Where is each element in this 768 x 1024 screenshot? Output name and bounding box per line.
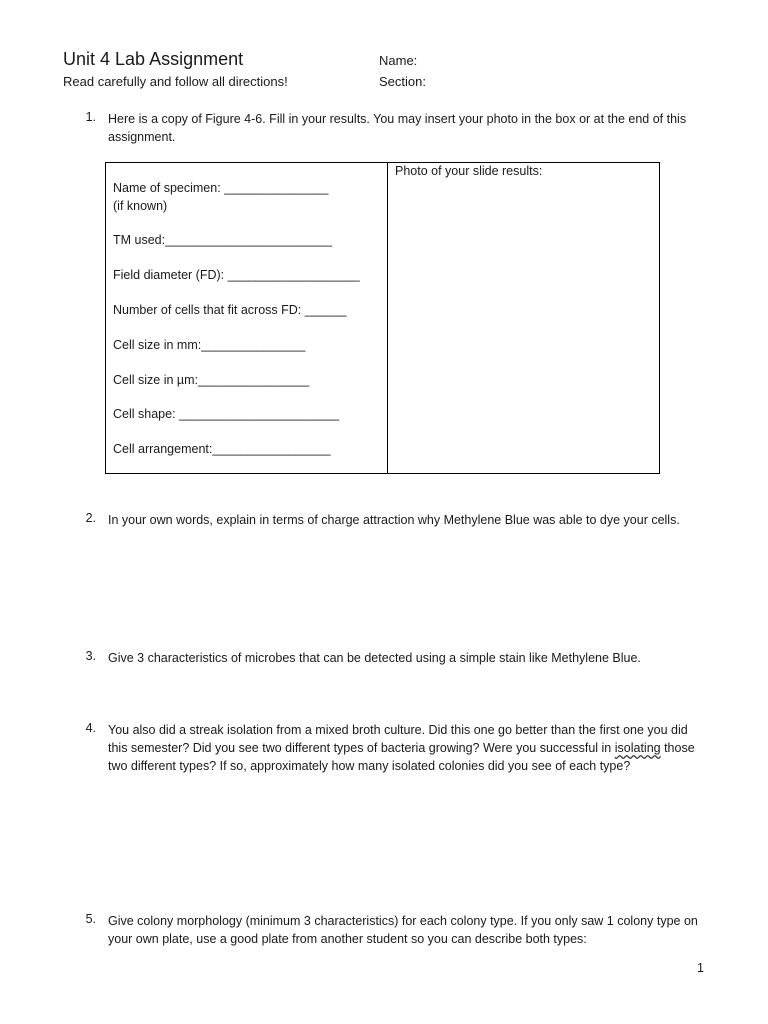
- section-field-label: Section:: [379, 74, 426, 89]
- question-4-number: 4.: [85, 721, 96, 735]
- page-number: 1: [697, 961, 704, 975]
- question-2-number: 2.: [85, 511, 96, 525]
- document-title: Unit 4 Lab Assignment: [63, 49, 244, 69]
- field-cells-across-fd[interactable]: Number of cells that fit across FD: ______: [113, 303, 347, 317]
- field-specimen-note: (if known): [113, 199, 168, 213]
- question-4-text: [108, 721, 703, 775]
- question-5-text: Give colony morphology (minimum 3 characteristics) for each colony type. If you only saw 1 colony type on your own plate, use a good plate from another student so you can describe both types:: [108, 914, 698, 946]
- field-cell-arrangement[interactable]: Cell arrangement:_________________: [113, 442, 331, 456]
- field-cell-shape[interactable]: Cell shape: _______________________: [113, 407, 339, 421]
- question-1-text: Here is a copy of Figure 4-6. Fill in your results. You may insert your photo in the box or at the end of this assignment.: [108, 112, 687, 144]
- question-3-number: 3.: [85, 649, 96, 663]
- field-cell-size-um[interactable]: Cell size in µm:________________: [113, 373, 310, 387]
- figure-4-6-table: [105, 162, 660, 474]
- figure-column-divider: [387, 163, 388, 473]
- field-specimen-name[interactable]: Name of specimen: _______________: [113, 181, 329, 195]
- question-4-text-end: those two different types? If so, approximately how many isolated colonies did you see of each type?: [108, 741, 695, 773]
- photo-box-label: Photo of your slide results:: [395, 164, 543, 178]
- field-tm-used[interactable]: TM used:________________________: [113, 233, 332, 247]
- question-5-number: 5.: [85, 912, 96, 926]
- field-field-diameter[interactable]: Field diameter (FD): ___________________: [113, 268, 360, 282]
- question-1-number: 1.: [85, 110, 96, 124]
- document-subtitle: Read carefully and follow all directions!: [63, 74, 288, 89]
- name-field-label: Name:: [379, 53, 418, 68]
- question-4-text-start: You also did a streak isolation from a mixed broth culture. Did this one go better than the first one you did this semester? Did you see two different types of bacteria growing? Were you successful in: [108, 723, 688, 755]
- question-3-text: Give 3 characteristics of microbes that can be detected using a simple stain like Methylene Blue.: [108, 651, 641, 665]
- question-2-text: In your own words, explain in terms of charge attraction why Methylene Blue was able to dye your cells.: [108, 513, 680, 527]
- field-cell-size-mm[interactable]: Cell size in mm:_______________: [113, 338, 306, 352]
- spellcheck-flagged-word: isolating: [614, 741, 661, 755]
